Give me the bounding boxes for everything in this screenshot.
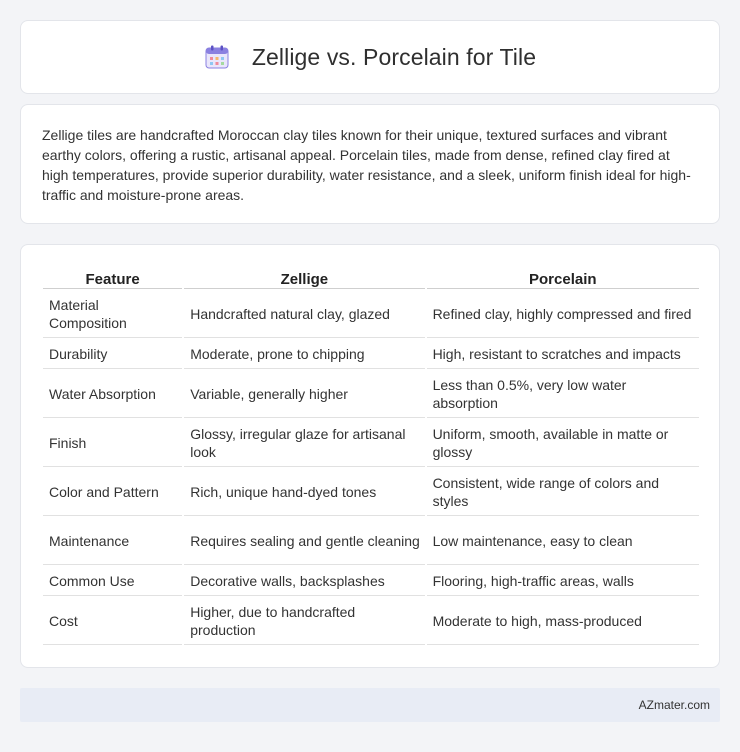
comparison-table	[41, 265, 701, 647]
column-header-zellige: Zellige	[184, 267, 424, 289]
porcelain-cell: Flooring, high-traffic areas, walls	[427, 567, 699, 596]
intro-paragraph: Zellige tiles are handcrafted Moroccan clay tiles known for their unique, textured surfaces and vibrant earthy colors, offering a rustic, artisanal appeal. Porcelain tiles, made from dense, refined clay fired at high temperatures, provide superior durability, water resistance, and a sleek, uniform finish ideal for high-traffic and moisture-prone areas.	[42, 127, 691, 203]
footer	[20, 688, 720, 722]
zellige-cell: Glossy, irregular glaze for artisanal look	[184, 420, 424, 467]
porcelain-cell: Uniform, smooth, available in matte or glossy	[427, 420, 699, 467]
zellige-cell: Moderate, prone to chipping	[184, 340, 424, 369]
zellige-cell: Rich, unique hand-dyed tones	[184, 469, 424, 516]
feature-cell: Cost	[43, 598, 182, 645]
footer-site-link[interactable]: AZmater.com	[638, 698, 710, 712]
intro-card	[20, 104, 720, 224]
feature-cell: Water Absorption	[43, 371, 182, 418]
porcelain-cell: Low maintenance, easy to clean	[427, 518, 699, 565]
zellige-cell: Requires sealing and gentle cleaning	[184, 518, 424, 565]
table-row	[43, 291, 699, 338]
table-header-row	[43, 267, 699, 289]
zellige-cell: Higher, due to handcrafted production	[184, 598, 424, 645]
porcelain-cell: Refined clay, highly compressed and fired	[427, 291, 699, 338]
table-row	[43, 469, 699, 516]
title-wrap	[204, 44, 536, 71]
feature-cell: Color and Pattern	[43, 469, 182, 516]
feature-cell: Maintenance	[43, 518, 182, 565]
column-header-porcelain: Porcelain	[427, 267, 699, 289]
zellige-cell: Variable, generally higher	[184, 371, 424, 418]
feature-cell: Finish	[43, 420, 182, 467]
porcelain-cell: High, resistant to scratches and impacts	[427, 340, 699, 369]
table-row	[43, 340, 699, 369]
zellige-cell: Decorative walls, backsplashes	[184, 567, 424, 596]
column-header-feature: Feature	[43, 267, 182, 289]
page-title: Zellige vs. Porcelain for Tile	[251, 43, 537, 70]
zellige-cell: Handcrafted natural clay, glazed	[184, 291, 424, 338]
porcelain-cell: Less than 0.5%, very low water absorption	[427, 371, 699, 418]
feature-cell: Durability	[43, 340, 182, 369]
feature-cell: Material Composition	[43, 291, 182, 338]
calendar-icon	[204, 44, 230, 70]
feature-cell: Common Use	[43, 567, 182, 596]
title-card	[20, 20, 720, 94]
porcelain-cell: Consistent, wide range of colors and styles	[427, 469, 699, 516]
table-row	[43, 420, 699, 467]
table-row	[43, 518, 699, 565]
comparison-table-card	[20, 244, 720, 668]
table-row	[43, 371, 699, 418]
table-row	[43, 598, 699, 645]
porcelain-cell: Moderate to high, mass-produced	[427, 598, 699, 645]
table-row	[43, 567, 699, 596]
